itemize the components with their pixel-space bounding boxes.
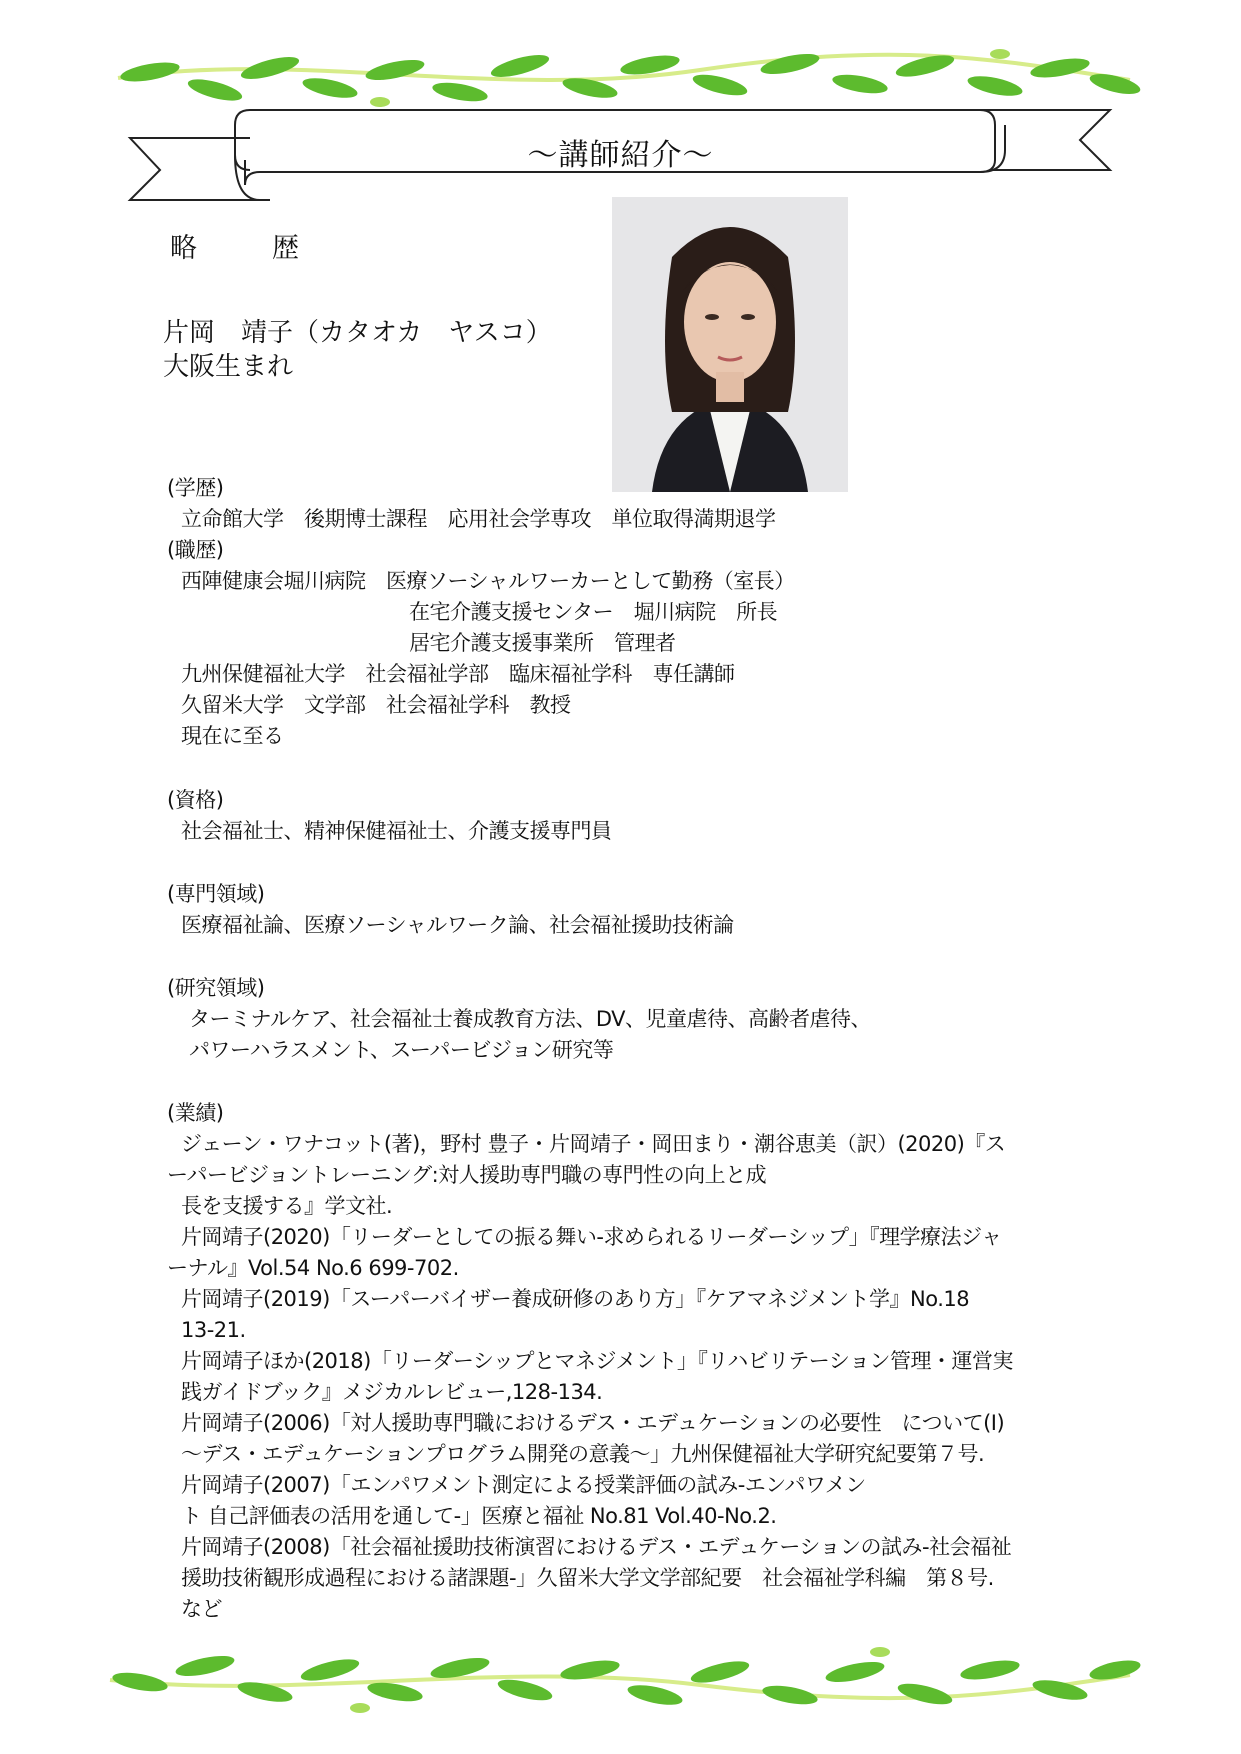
qualifications-item: 社会福祉士、精神保健福祉士、介護支援専門員 [181,819,612,843]
career-item: 久留米大学 文学部 社会福祉学科 教授 [181,693,571,717]
career-item: 九州保健福祉大学 社会福祉学部 臨床福祉学科 専任講師 [181,662,735,686]
qualifications-label: (資格) [167,788,224,812]
achievement-line: ーパービジョントレーニング:対人援助専門職の専門性の向上と成 [167,1163,767,1187]
achievement-line: 片岡靖子(2019)「スーパーバイザー養成研修のあり方」『ケアマネジメント学』No.18 [181,1287,970,1311]
achievement-line: 13-21. [181,1318,246,1342]
achievement-line: 片岡靖子(2007)「エンパワメント測定による授業評価の試み-エンパワメン [181,1473,866,1497]
education-label: (学歴) [167,476,224,500]
specialty-item: 医療福祉論、医療ソーシャルワーク論、社会福祉援助技術論 [181,913,734,937]
achievement-line: 践ガイドブック』メジカルレビュー,128-134. [181,1380,603,1404]
career-item: 現在に至る [181,724,284,748]
achievement-line: 片岡靖子(2008)「社会福祉援助技術演習におけるデス・エデュケーションの試み-社会福祉 [181,1535,1012,1559]
career-item: 在宅介護支援センター 堀川病院 所長 [409,600,778,624]
research-item: ターミナルケア、社会福祉士養成教育方法、DV、児童虐待、高齢者虐待、 [189,1007,872,1031]
achievement-line: 片岡靖子(2020)「リーダーとしての振る舞い-求められるリーダーシップ」『理学療法ジャ [181,1225,1002,1249]
research-label: (研究領域) [167,976,265,1000]
achievement-line: 片岡靖子ほか(2018)「リーダーシップとマネジメント」『リハビリテーション管理・運営実 [181,1349,1013,1373]
achievement-line: 長を支援する』学文社. [181,1194,393,1218]
achievement-line: ト 自己評価表の活用を通して-」医療と福祉 No.81 Vol.40-No.2. [181,1504,777,1528]
achievements-label: (業績) [167,1101,224,1125]
page-title: ～講師紹介～ [527,138,714,173]
career-item: 西陣健康会堀川病院 医療ソーシャルワーカーとして勤務（室長） [181,569,795,593]
achievements-list [167,1129,1127,1625]
education-item: 立命館大学 後期博士課程 応用社会学専攻 単位取得満期退学 [181,507,776,531]
birthplace: 大阪生まれ [163,352,294,382]
portrait-icon [612,197,848,492]
portrait-photo [612,197,848,492]
career-label: (職歴) [167,538,224,562]
achievement-line: ジェーン・ワナコット(著)，野村 豊子・片岡靖子・岡田まり・潮谷恵美（訳）(2020)『ス [181,1132,1006,1156]
profile-heading: 略 歴 [170,233,323,264]
career-item: 居宅介護支援事業所 管理者 [409,631,676,655]
achievement-line: 片岡靖子(2006)「対人援助専門職におけるデス・エデュケーションの必要性 について(Ⅰ) [181,1411,1005,1435]
leaf-vine-bottom-decoration [0,1640,1241,1720]
achievement-line: ～デス・エデュケーションプログラム開発の意義～」九州保健福祉大学研究紀要第７号. [181,1442,985,1466]
achievement-line: ーナル』Vol.54 No.6 699-702. [167,1256,459,1280]
achievement-line: 援助技術観形成過程における諸課題-」久留米大学文学部紀要 社会福祉学科編 第８号. [181,1566,994,1590]
instructor-name: 片岡 靖子（カタオカ ヤスコ） [163,318,552,348]
specialty-label: (専門領域) [167,882,265,906]
achievement-line: など [181,1597,222,1621]
research-item: パワーハラスメント、スーパービジョン研究等 [189,1038,614,1062]
